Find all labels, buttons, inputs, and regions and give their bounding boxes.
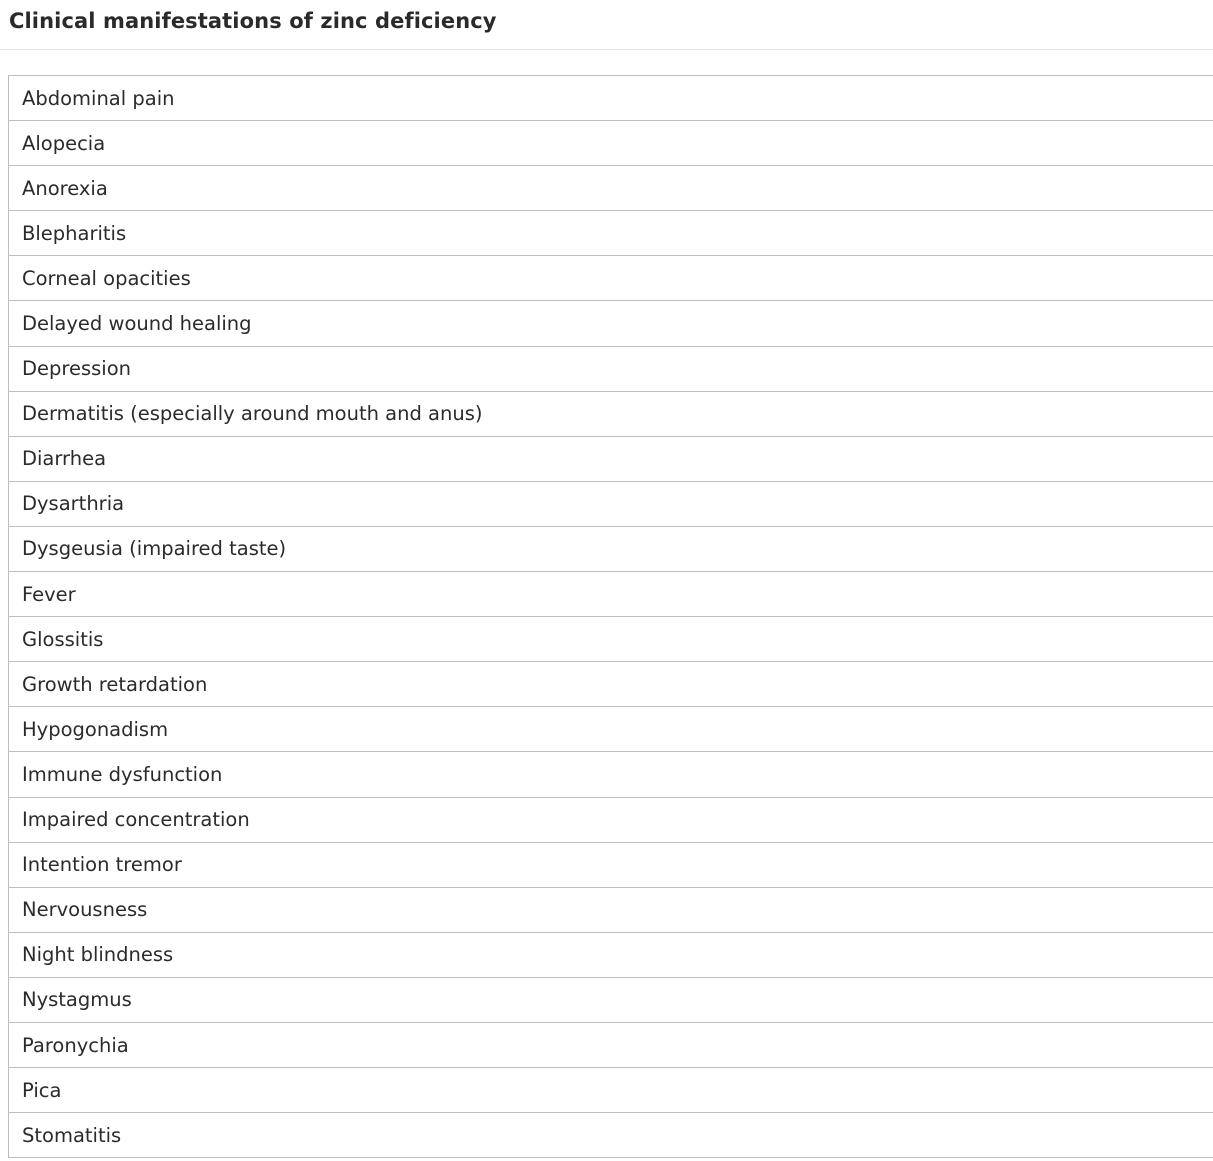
table-cell: Nervousness	[22, 898, 148, 922]
table-row	[9, 1023, 1213, 1068]
table-cell: Corneal opacities	[22, 266, 191, 290]
manifestations-table	[8, 75, 1213, 1158]
table-row	[9, 798, 1213, 843]
table-row	[9, 482, 1213, 527]
table-cell: Impaired concentration	[22, 808, 250, 832]
table-cell: Delayed wound healing	[22, 312, 252, 336]
table-cell: Glossitis	[22, 627, 104, 651]
table-row	[9, 76, 1213, 121]
table-row	[9, 211, 1213, 256]
title-bar	[0, 0, 1213, 50]
table-cell: Immune dysfunction	[22, 762, 223, 786]
table-cell: Diarrhea	[22, 447, 107, 471]
table-cell: Hypogonadism	[22, 717, 169, 741]
table-cell: Night blindness	[22, 943, 174, 967]
table-row	[9, 662, 1213, 707]
table-row	[9, 121, 1213, 166]
table-cell: Blepharitis	[22, 221, 127, 245]
table-row	[9, 752, 1213, 797]
table-cell: Dysgeusia (impaired taste)	[22, 537, 287, 561]
table-row	[9, 527, 1213, 572]
table-row	[9, 166, 1213, 211]
table-row	[9, 1113, 1213, 1158]
table-row	[9, 933, 1213, 978]
table-row	[9, 301, 1213, 346]
table-row	[9, 707, 1213, 752]
table-cell: Depression	[22, 357, 132, 381]
page-title: Clinical manifestations of zinc deficiency	[9, 9, 497, 33]
table-row	[9, 392, 1213, 437]
table-cell: Dermatitis (especially around mouth and anus)	[22, 402, 483, 426]
table-cell: Growth retardation	[22, 672, 208, 696]
table-row	[9, 347, 1213, 392]
table-cell: Intention tremor	[22, 853, 182, 877]
table-cell: Paronychia	[22, 1033, 129, 1057]
table-cell: Nystagmus	[22, 988, 132, 1012]
table-row	[9, 437, 1213, 482]
table-cell: Stomatitis	[22, 1123, 122, 1147]
table-cell: Pica	[22, 1078, 62, 1102]
table-cell: Alopecia	[22, 131, 106, 155]
table-cell: Fever	[22, 582, 76, 606]
table-row	[9, 572, 1213, 617]
table-row	[9, 843, 1213, 888]
table-cell: Anorexia	[22, 176, 108, 200]
table-cell: Dysarthria	[22, 492, 125, 516]
table-cell: Abdominal pain	[22, 86, 175, 110]
table-row	[9, 256, 1213, 301]
table-row	[9, 617, 1213, 662]
table-row	[9, 1068, 1213, 1113]
table-row	[9, 888, 1213, 933]
table-row	[9, 978, 1213, 1023]
